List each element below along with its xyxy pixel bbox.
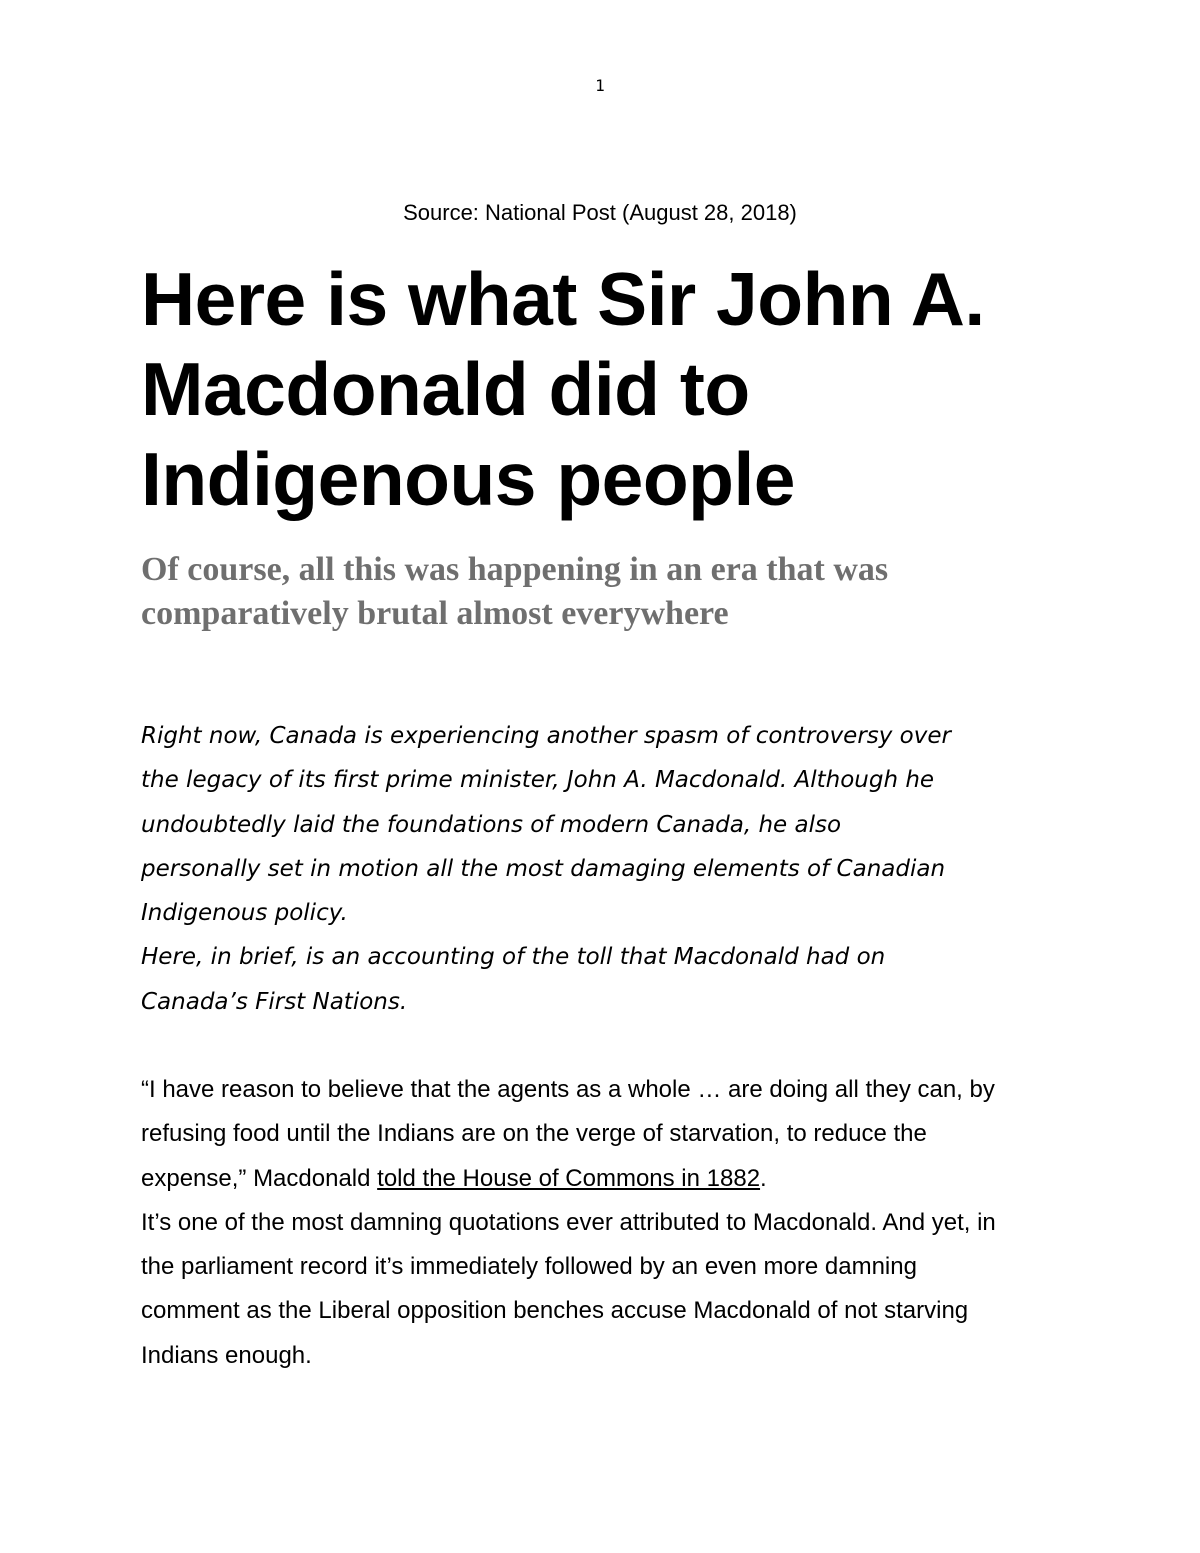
intro-line: Here, in brief, is an accounting of the toll that Macdonald had on bbox=[141, 944, 886, 971]
body-line: refusing food until the Indians are on the verge of starvation, to reduce the bbox=[141, 1120, 927, 1148]
headline-line: Indigenous people bbox=[141, 437, 796, 521]
intro-line: personally set in motion all the most damaging elements of Canadian bbox=[141, 855, 946, 882]
body-line: Indians enough. bbox=[141, 1341, 312, 1369]
body-line: the parliament record it’s immediately followed by an even more damning bbox=[141, 1253, 917, 1281]
body-line bbox=[141, 1157, 1071, 1201]
body-line: It’s one of the most damning quotations ever attributed to Macdonald. And yet, in bbox=[141, 1208, 996, 1236]
body-line: “I have reason to believe that the agents as a whole … are doing all they can, by bbox=[141, 1076, 995, 1103]
intro-line: Canada’s First Nations. bbox=[141, 988, 408, 1015]
house-of-commons-link[interactable]: told the House of Commons in 1882 bbox=[377, 1164, 761, 1192]
body-text: . bbox=[760, 1164, 767, 1192]
intro-line: Indigenous policy. bbox=[141, 900, 348, 927]
page-number: 1 bbox=[595, 76, 605, 95]
subheadline bbox=[141, 548, 1071, 636]
headline-line: Macdonald did to bbox=[141, 347, 750, 431]
subheadline-line: Of course, all this was happening in an era that was bbox=[141, 551, 889, 588]
source-line: Source: National Post (August 28, 2018) bbox=[403, 200, 797, 225]
headline bbox=[141, 254, 1101, 524]
intro-line: undoubtedly laid the foundations of modern Canada, he also bbox=[141, 811, 842, 838]
body-line: comment as the Liberal opposition benches accuse Macdonald of not starving bbox=[141, 1297, 969, 1325]
intro-line: Right now, Canada is experiencing another spasm of controversy over bbox=[141, 723, 951, 749]
body-text: expense,” Macdonald bbox=[141, 1164, 378, 1192]
intro-line: the legacy of its first prime minister, John A. Macdonald. Although he bbox=[141, 767, 935, 794]
body-paragraph bbox=[141, 1068, 1071, 1378]
subheadline-line: comparatively brutal almost everywhere bbox=[141, 595, 729, 632]
headline-line: Here is what Sir John A. bbox=[141, 257, 985, 341]
intro-paragraph bbox=[141, 714, 1071, 1024]
